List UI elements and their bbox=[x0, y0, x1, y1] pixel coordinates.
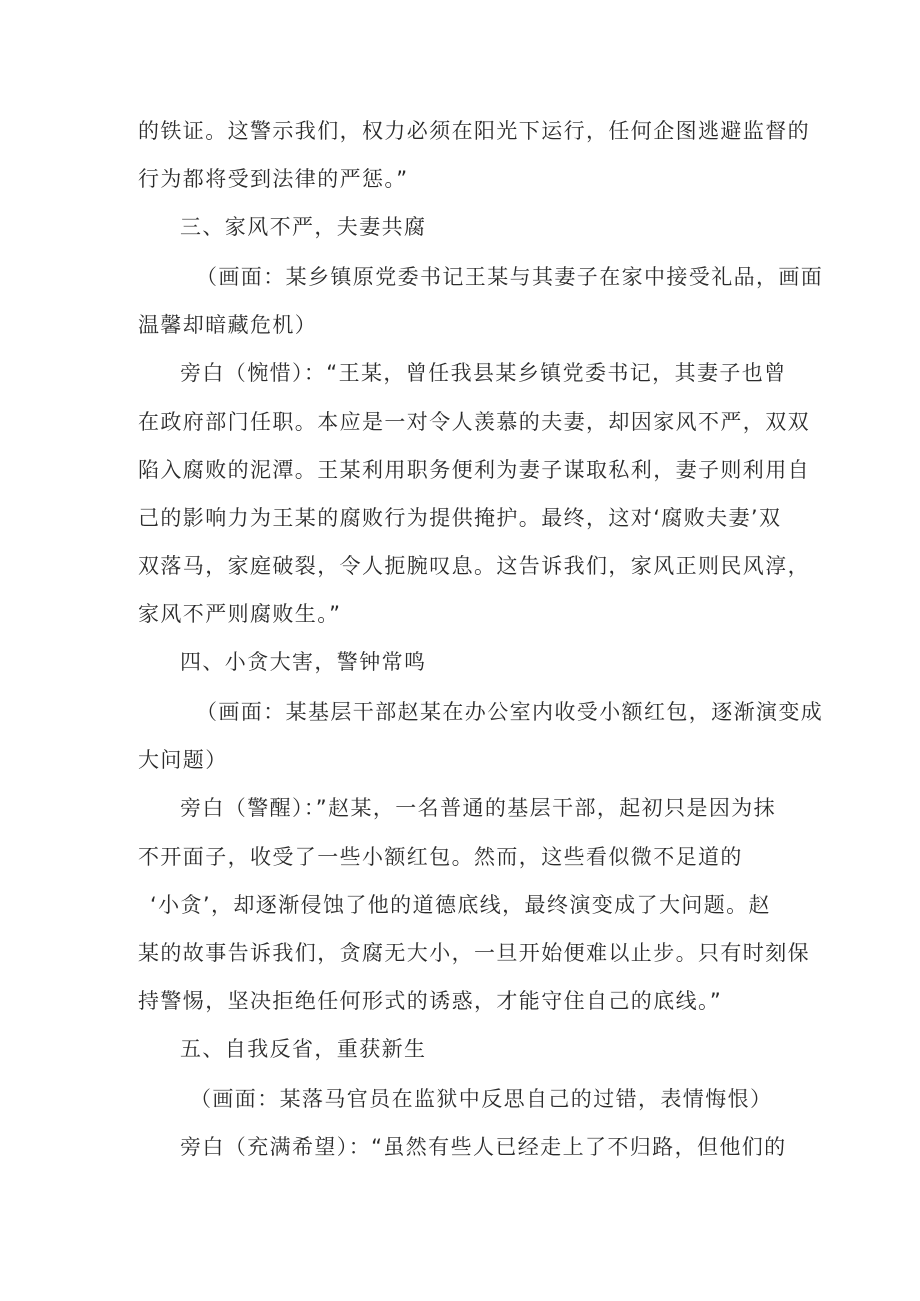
section-heading: 四、小贪大害，警钟常鸣 bbox=[180, 650, 427, 674]
scene-note: （画面：某落马官员在监狱中反思自己的过错，表情悔恨） bbox=[190, 1087, 773, 1111]
text-line: 持警惕，坚决拒绝任何形式的诱惑，才能守住自己的底线。” bbox=[138, 989, 723, 1013]
text-line: 双落马，家庭破裂，令人扼腕叹息。这告诉我们，家风正则民风淳， bbox=[138, 554, 810, 578]
narration-line: 旁白（警醒）：”赵某，一名普通的基层干部，起初只是因为抹 bbox=[180, 796, 777, 820]
text-line: 己的影响力为王某的腐败行为提供掩护。最终，这对‘腐败夫妻’双 bbox=[138, 506, 782, 530]
scene-note: 大问题） bbox=[138, 748, 228, 772]
scene-note: （画面：某基层干部赵某在办公室内收受小额红包，逐渐演变成 bbox=[196, 700, 824, 724]
narration-line: 旁白（惋惜）：“王某，曾任我县某乡镇党委书记，其妻子也曾 bbox=[180, 361, 787, 385]
text-line: ‘小贪’，却逐渐侵蚀了他的道德底线，最终演变成了大问题。赵 bbox=[150, 893, 771, 917]
text-line: 不开面子，收受了一些小额红包。然而，这些看似微不足道的 bbox=[138, 845, 743, 869]
scene-note: 温馨却暗藏危机） bbox=[138, 313, 318, 337]
text-line: 陷入腐败的泥潭。王某利用职务便利为妻子谋取私利，妻子则利用自 bbox=[138, 458, 810, 482]
narration-line: 旁白（充满希望）：“虽然有些人已经走上了不归路，但他们的 bbox=[180, 1135, 787, 1159]
scene-note: （画面：某乡镇原党委书记王某与其妻子在家中接受礼品，画面 bbox=[196, 265, 824, 289]
text-line: 的铁证。这警示我们，权力必须在阳光下运行，任何企图逃避监督的 bbox=[138, 119, 810, 143]
text-line: 家风不严则腐败生。” bbox=[138, 602, 342, 626]
text-line: 某的故事告诉我们，贪腐无大小，一旦开始便难以止步。只有时刻保 bbox=[138, 941, 810, 965]
text-line: 行为都将受到法律的严惩。” bbox=[138, 167, 409, 191]
section-heading: 五、自我反省，重获新生 bbox=[180, 1037, 427, 1061]
section-heading: 三、家风不严，夫妻共腐 bbox=[180, 215, 427, 239]
text-line: 在政府部门任职。本应是一对令人羡慕的夫妻，却因家风不严，双双 bbox=[138, 410, 810, 434]
